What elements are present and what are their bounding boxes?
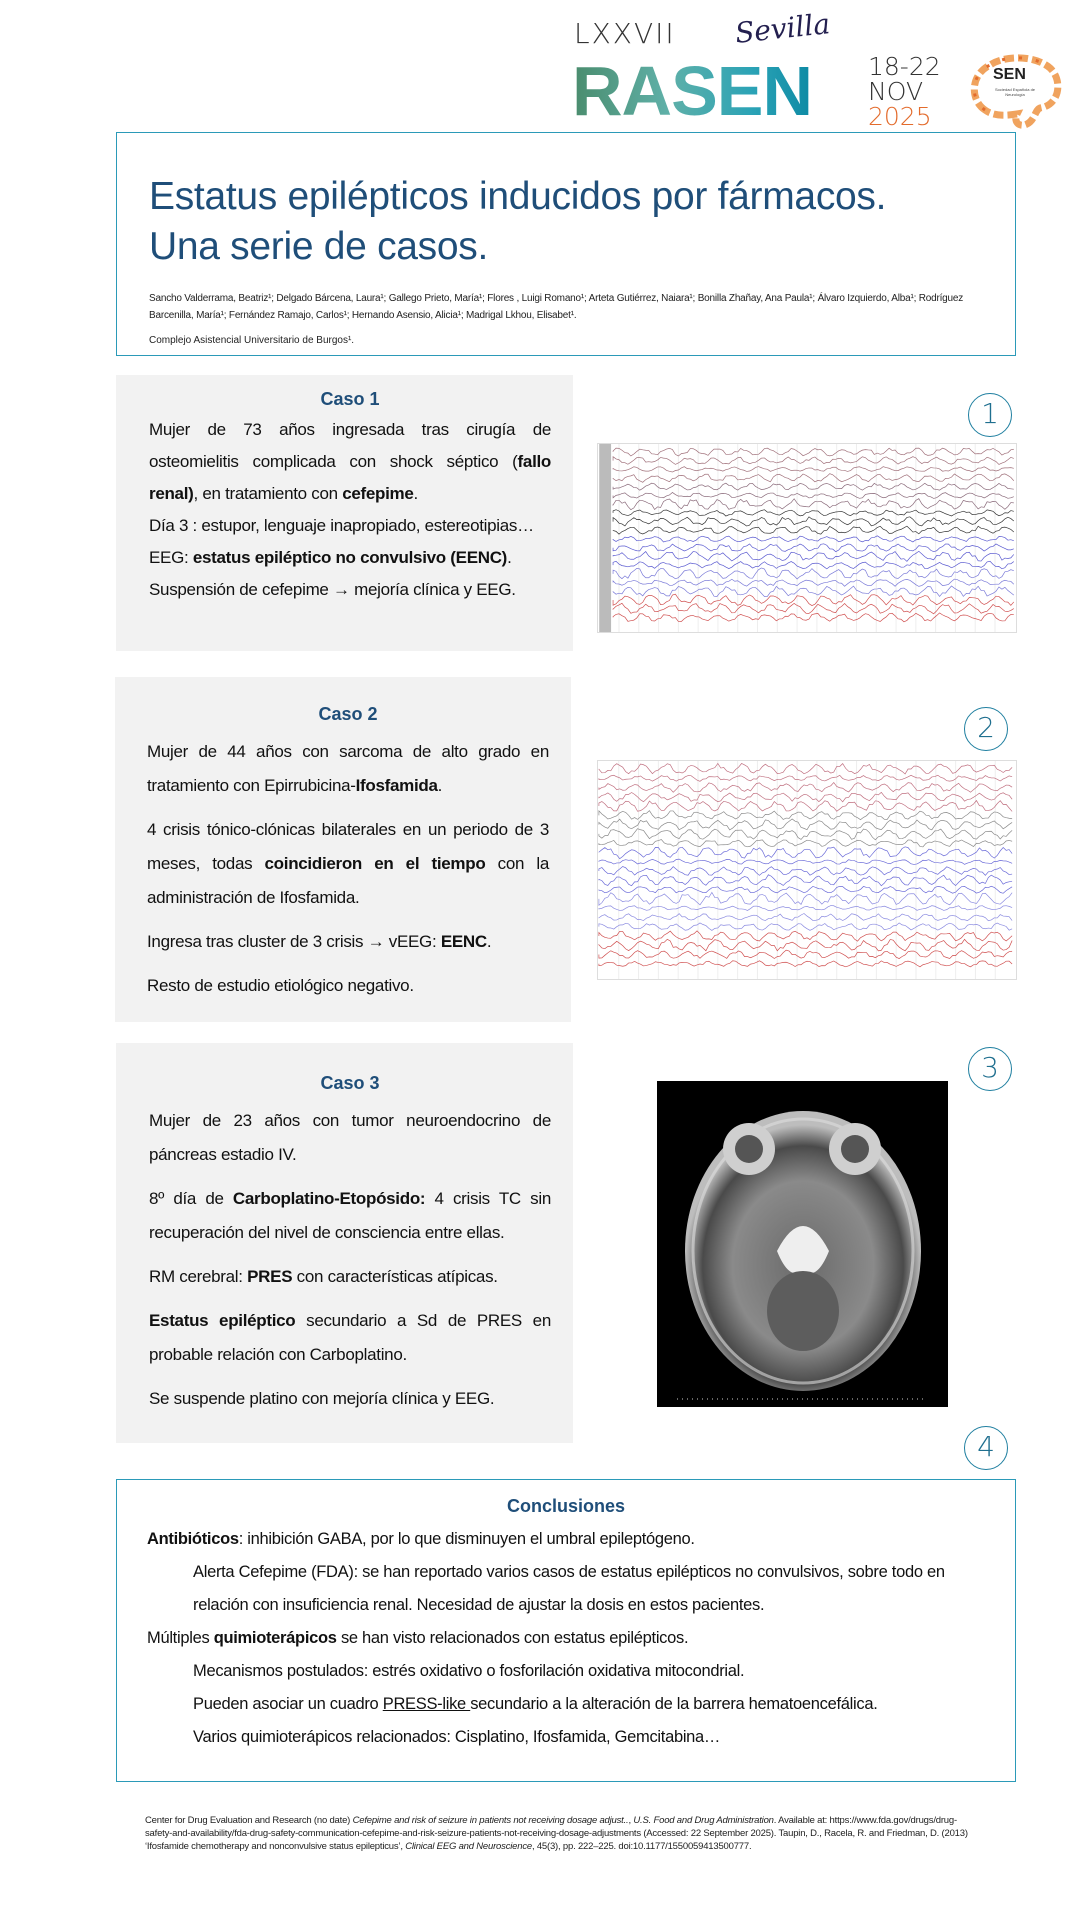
sen-logo-text: SEN: [993, 66, 1026, 83]
paragraph: [149, 1182, 551, 1250]
paragraph: [147, 813, 549, 915]
eeg-channel-trace: [599, 783, 1012, 793]
text-segment: .: [486, 932, 492, 951]
references: [145, 1814, 975, 1853]
paragraph: [149, 574, 551, 606]
eeg-channel-trace: [613, 551, 1014, 561]
case-3-box: [116, 1043, 573, 1443]
case-3-text: [149, 1104, 551, 1416]
text-segment: 4 crisis TC sin recuperación del nivel de consciencia entre ellas.: [149, 1189, 551, 1242]
conclusions-box: [116, 1479, 1016, 1782]
text-segment: Mujer de 23 años con tumor neuroendocrino de páncreas estadio IV.: [149, 1111, 551, 1164]
bold-text: coincidieron en el tiempo: [264, 854, 486, 873]
title-line-1: Estatus epilépticos inducidos por fármacos.: [149, 175, 887, 218]
text-segment: Pueden asociar un cuadro: [193, 1695, 383, 1713]
text-segment: ,: [628, 1815, 634, 1826]
eeg-channel-trace: [599, 839, 1012, 846]
eeg-channel-trace: [599, 811, 1012, 820]
bold-text: Antibióticos: [147, 1530, 239, 1548]
eeg-channel-trace: [613, 536, 1014, 542]
eeg-channel-trace: [599, 867, 1012, 876]
text-segment: RM cerebral:: [149, 1267, 248, 1286]
congress-dates: [868, 54, 941, 129]
eeg-channel-trace: [613, 561, 1014, 569]
bold-text: Estatus epiléptico: [149, 1311, 296, 1330]
italic-text: U.S. Food and Drug Administration: [633, 1815, 774, 1826]
text-segment: con características atípicas.: [292, 1267, 498, 1286]
eeg-channel-labels: [599, 444, 611, 632]
text-segment: 4 crisis tónico-clónicas bilaterales en un periodo de 3 meses, todas: [147, 820, 549, 873]
italic-text: Clinical EEG and Neuroscience: [405, 1841, 532, 1852]
title-line-2: Una serie de casos.: [149, 225, 488, 268]
paragraph: [149, 1260, 551, 1294]
eeg-channel-trace: [613, 448, 1014, 456]
case-1-text: [149, 414, 551, 606]
eeg-channel-trace: [613, 510, 1014, 516]
bold-text: fallo renal): [149, 452, 551, 503]
eeg-channel-trace: [599, 950, 1012, 958]
eeg-channel-trace: [613, 568, 1014, 579]
bold-text: Ifosfamida: [355, 776, 438, 795]
figure-number-3: 3: [968, 1047, 1012, 1091]
affiliation: Complejo Asistencial Universitario de Burgos¹.: [149, 335, 355, 346]
text-segment: Se suspende platino con mejoría clínica y EEG.: [149, 1389, 495, 1408]
case-2-box: [115, 677, 571, 1022]
paragraph: [193, 1688, 995, 1721]
sen-logo-subtitle: Sociedad Española de Neurología: [994, 87, 1036, 97]
eeg-channel-trace: [613, 526, 1014, 534]
brain-mri-image: [657, 1081, 948, 1407]
eeg-channel-trace: [613, 544, 1014, 552]
text-segment: Ingresa tras cluster de 3 crisis → vEEG:: [147, 932, 441, 951]
case-3-heading: Caso 3: [320, 1073, 380, 1093]
case-1-box: [116, 375, 573, 651]
poster-title: [149, 172, 886, 272]
paragraph: [147, 1622, 995, 1655]
authors: Sancho Valderrama, Beatriz¹; Delgado Bárcena, Laura¹; Gallego Prieto, María¹; Flores , Luigi Romano¹; Arteta Gutiérrez, Naiara¹; Bonilla Zhañay, Ana Paula¹; Álvaro Izquierdo, Alba¹; Rodríguez Barcenilla, María¹; Fernández Ramajo, Carlos¹; Hernando Asensio, Alicia¹; Madrigal Lkhou, Elisabet¹.: [149, 293, 964, 321]
case-1-heading: Caso 1: [320, 389, 380, 409]
text-segment: , 45(3), pp. 222–225. doi:10.1177/1550059413500777.: [531, 1841, 752, 1852]
text-segment: , en tratamiento con: [193, 484, 343, 503]
text-segment: .: [507, 548, 512, 567]
paragraph: [193, 1721, 995, 1754]
case-2-heading: Caso 2: [318, 704, 378, 724]
dates-month: NOV: [868, 77, 924, 106]
bold-text: PRES: [247, 1267, 293, 1286]
congress-edition: LXXVII: [574, 17, 676, 50]
eeg-channel-trace: [613, 483, 1014, 490]
eeg-channel-trace: [613, 594, 1014, 605]
eeg-channel-trace: [599, 763, 1012, 774]
conclusions-text: [117, 1523, 1015, 1754]
figure-number-4: 4: [964, 1426, 1008, 1470]
eeg-channel-trace: [599, 801, 1012, 812]
paragraph: [149, 542, 551, 574]
eeg-recording-case-2: [597, 760, 1017, 980]
eeg-channel-trace: [599, 906, 1012, 911]
paragraph: [147, 925, 549, 959]
text-segment: Varios quimioterápicos relacionados: Cisplatino, Ifosfamida, Gemcitabina…: [193, 1728, 721, 1746]
text-segment: secundario a Sd de PRES en probable relación con Carboplatino.: [149, 1311, 551, 1364]
figure-number-2: 2: [964, 707, 1008, 751]
eeg-channel-trace: [599, 875, 1012, 886]
paragraph: [149, 414, 551, 510]
text-segment: Center for Drug Evaluation and Research (no date): [145, 1815, 353, 1826]
text-segment: .: [437, 776, 443, 795]
text-segment: Alerta Cefepime (FDA): se han reportado varios casos de estatus epilépticos no convulsivos, sobre todo en relación con insuficiencia renal. Necesidad de ajustar la dosis en estos pacientes.: [193, 1563, 945, 1614]
text-segment: con la administración de Ifosfamida.: [147, 854, 549, 907]
text-segment: . Available at: https://www.fda.gov/drugs/drug-safety-and-availability/fda-drug-safety-communication-cefepime-and-risk-seizure-patients-not-receiving-dosage-adjustments (Accessed: 22 September 2025). Taupin, D., Racela, R. and Friedman, D. (2013) ‘Ifosfamide chemotherapy and nonconvulsive status epilepticus’,: [145, 1815, 968, 1852]
bold-text: EENC: [440, 932, 487, 951]
bold-text: cefepime: [342, 484, 414, 503]
paragraph: [149, 1382, 551, 1416]
dates-year: 2025: [868, 102, 932, 131]
eeg-channel-trace: [613, 492, 1014, 498]
eeg-channel-trace: [599, 939, 1012, 951]
eeg-channel-trace: [599, 892, 1012, 905]
eeg-channel-trace: [599, 859, 1012, 864]
paragraph: [147, 969, 549, 1003]
bold-text: estatus epiléptico no convulsivo (EENC): [192, 548, 508, 567]
eeg-channel-trace: [599, 829, 1012, 840]
text-segment: Mecanismos postulados: estrés oxidativo o fosforilación oxidativa mitocondrial.: [193, 1662, 745, 1680]
paragraph: [147, 1523, 995, 1556]
underlined-text: PRESS-like: [382, 1695, 471, 1713]
eeg-channel-trace: [599, 961, 1012, 967]
text-segment: 8º día de: [149, 1189, 233, 1208]
dates-days: 18-22: [868, 52, 941, 81]
eeg-channel-trace: [613, 517, 1014, 526]
text-segment: Mujer de 44 años con sarcoma de alto grado en tratamiento con Epirrubicina-: [147, 742, 549, 795]
eeg-channel-trace: [613, 457, 1014, 465]
eeg-channel-trace: [599, 914, 1012, 921]
eeg-channel-trace: [599, 847, 1012, 859]
eeg-channel-trace: [599, 792, 1012, 801]
congress-city: Sevilla: [733, 7, 832, 50]
paragraph: [149, 510, 551, 542]
paragraph: [149, 1304, 551, 1372]
eeg-channel-trace: [613, 499, 1014, 510]
text-segment: EEG:: [149, 548, 193, 567]
eeg-channel-trace: [613, 579, 1014, 586]
paragraph: [149, 1104, 551, 1172]
italic-text: Cefepime and risk of seizure in patients not receiving dosage adjust..: [352, 1815, 629, 1826]
text-segment: Día 3 : estupor, lenguaje inapropiado, estereotipias…: [149, 516, 534, 535]
eeg-channel-trace: [599, 931, 1012, 941]
text-segment: : inhibición GABA, por lo que disminuyen el umbral epileptógeno.: [238, 1530, 695, 1548]
eeg-channel-trace: [599, 775, 1012, 781]
eeg-channel-trace: [599, 819, 1012, 830]
eeg-channel-trace: [613, 474, 1014, 483]
eeg-channel-trace: [599, 923, 1012, 931]
eeg-recording-case-1: [597, 443, 1017, 633]
congress-logo: RASEN: [572, 52, 813, 130]
text-segment: Resto de estudio etiológico negativo.: [147, 976, 414, 995]
eeg-channel-trace: [613, 613, 1014, 622]
bold-text: quimioterápicos: [213, 1629, 337, 1647]
case-2-text: [147, 735, 549, 1003]
eeg-channel-trace: [613, 467, 1014, 472]
text-segment: secundario a la alteración de la barrera hematoencefálica.: [470, 1695, 878, 1713]
text-segment: Múltiples: [147, 1629, 214, 1647]
text-segment: se han visto relacionados con estatus epilépticos.: [336, 1629, 689, 1647]
eeg-channel-trace: [599, 886, 1012, 893]
paragraph: [193, 1556, 995, 1622]
bold-text: Carboplatino-Etopósido:: [232, 1189, 426, 1208]
text-segment: Mujer de 73 años ingresada tras cirugía de osteomielitis complicada con shock séptico (: [149, 420, 551, 471]
conclusions-heading: Conclusiones: [506, 1496, 626, 1516]
paragraph: [147, 735, 549, 803]
paragraph: [193, 1655, 995, 1688]
text-segment: Suspensión de cefepime → mejoría clínica y EEG.: [149, 580, 516, 599]
figure-number-1: 1: [968, 393, 1012, 437]
text-segment: .: [413, 484, 418, 503]
